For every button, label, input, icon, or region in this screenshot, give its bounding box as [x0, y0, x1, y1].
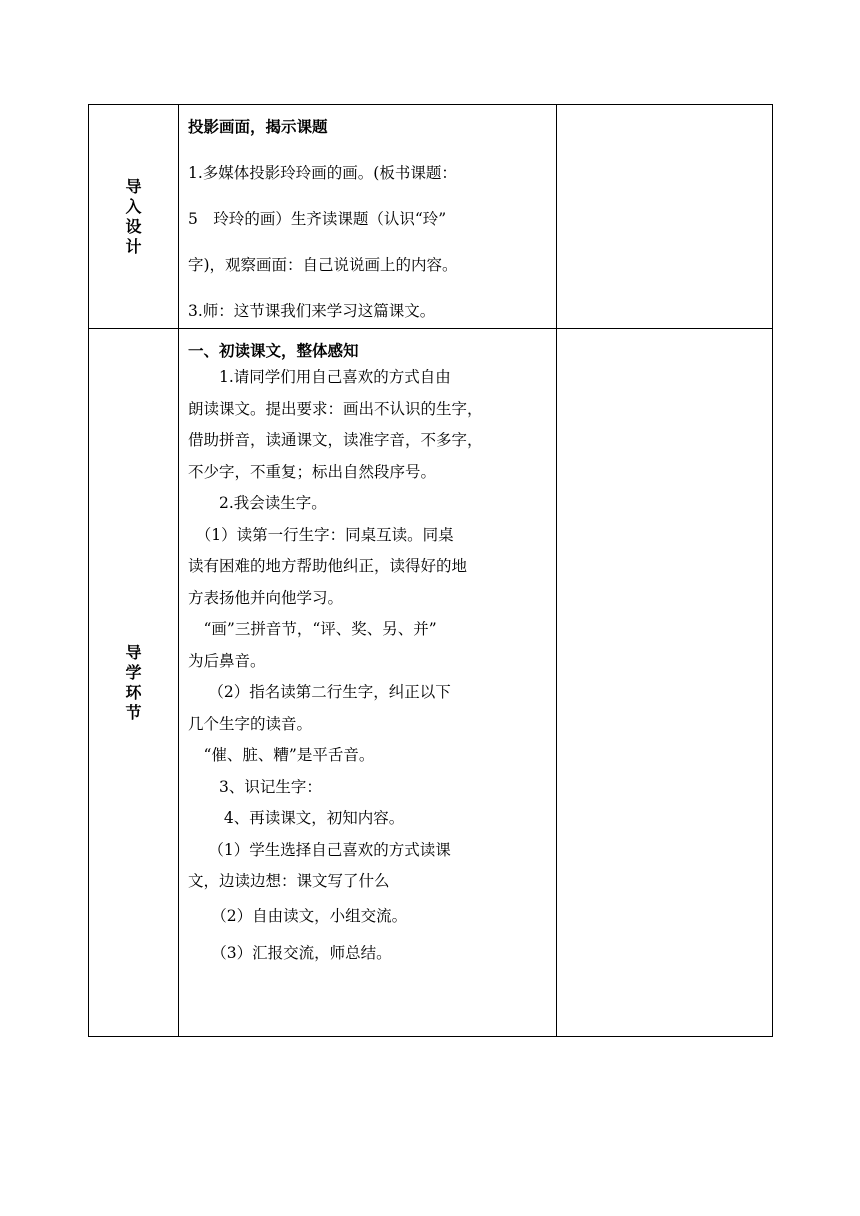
content-line: 2.我会读生字。 [188, 494, 327, 512]
lesson-plan-table [88, 104, 773, 1037]
content-line: 几个生字的读音。 [188, 714, 313, 733]
content-line: （2）指名读第二行生字，纠正以下 [188, 683, 451, 701]
section-heading: 投影画面，揭示课题 [188, 118, 328, 136]
content-line: （2）自由读文，小组交流。 [188, 906, 408, 925]
content-line: 朗读课文。提出要求：画出不认识的生字， [188, 399, 483, 418]
content-line: “画”三拼音节，“评、奖、另、并” [188, 620, 437, 638]
content-line: 5 玲玲的画）生齐读课题（认识“玲” [188, 210, 447, 228]
content-cell [179, 105, 557, 329]
table-row-guided-learning [89, 329, 773, 1037]
content-line: 4、再读课文，初知内容。 [188, 809, 405, 827]
content-line: 不少字，不重复；标出自然段序号。 [188, 462, 437, 481]
content-line: 借助拼音，读通课文，读准字音，不多字， [188, 431, 483, 449]
content-line: 文，边读边想：课文写了什么 [188, 872, 390, 890]
table-row-intro [89, 105, 773, 329]
content-line: 为后鼻音。 [188, 651, 266, 670]
row-label-cell [89, 105, 179, 329]
content-line: 1.请同学们用自己喜欢的方式自由 [188, 368, 451, 386]
content-line: 字)，观察画面：自己说说画上的内容。 [188, 256, 458, 274]
row-label-guided-learning: 导学环节 [125, 642, 142, 722]
content-cell [179, 329, 557, 1037]
content-line: 3.师：这节课我们来学习这篇课文。 [188, 302, 436, 320]
notes-cell [557, 105, 773, 329]
content-line: 方表扬他并向他学习。 [188, 588, 344, 607]
content-line: （1）读第一行生字：同桌互读。同桌 [188, 525, 454, 544]
content-line: （1）学生选择自己喜欢的方式读课 [188, 840, 451, 859]
row-label-cell [89, 329, 179, 1037]
content-line: 1.多媒体投影玲玲画的画。(板书课题： [188, 164, 457, 182]
content-line: 3、识记生字： [188, 777, 322, 796]
content-line: （3）汇报交流，师总结。 [188, 944, 392, 962]
notes-cell [557, 329, 773, 1037]
row-label-intro-design: 导入设计 [125, 176, 142, 256]
section-heading: 一、初读课文，整体感知 [188, 342, 359, 360]
content-line: “催、脏、糟”是平舌音。 [188, 746, 375, 764]
content-line: 读有困难的地方帮助他纠正，读得好的地 [188, 557, 468, 575]
